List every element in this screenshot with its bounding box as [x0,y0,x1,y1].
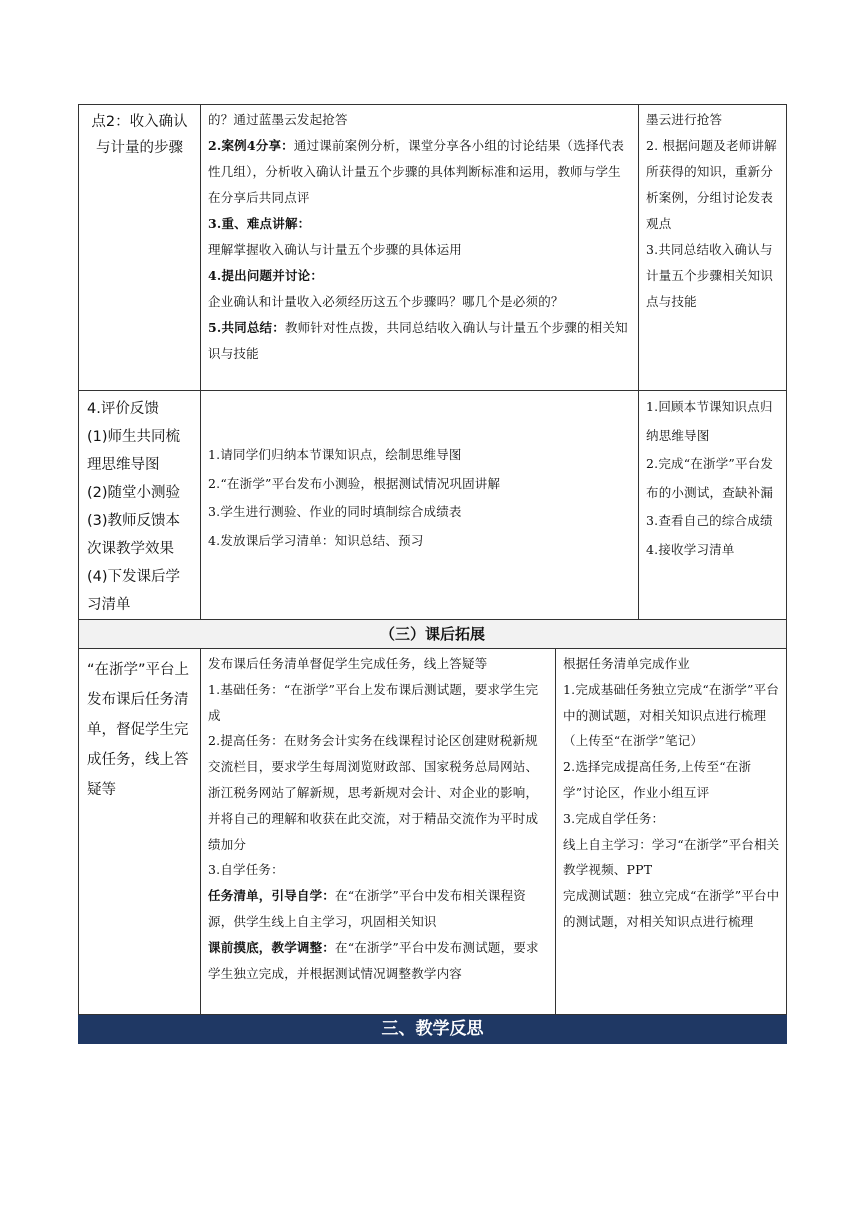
label-line: (1)师生共同梳理思维导图 [87,429,181,473]
reflection-header-row [79,1015,787,1044]
label-line: (2)随堂小测验 [87,485,181,501]
teacher-activity-cell [201,105,639,391]
student-line: 3.完成自学任务： [563,810,665,826]
activity-line: 5.共同总结：教师针对性点拨，共同总结收入确认与计量五个步骤的相关知识与技能 [208,320,628,361]
table-row-after-class [79,649,787,1015]
student-line: 2.完成“在浙学”平台发布的小测试，查缺补漏 [646,456,774,500]
label-line: (4)下发课后学习清单 [87,569,181,613]
student-line: 2.选择完成提高任务,上传至“在浙学”讨论区，作业小组互评 [563,759,752,800]
activity-line: 理解掌握收入确认与计量五个步骤的具体运用 [208,242,463,257]
activity-line: 的？通过蓝墨云发起抢答 [208,112,348,127]
activity-line: 企业确认和计量收入必须经历这五个步骤吗？哪几个是必须的？ [208,294,564,309]
student-line: 线上自主学习：学习“在浙学”平台相关教学视频、PPT [563,836,780,878]
activity-line: 3.自学任务： [208,862,284,878]
row-label-evaluation [79,391,201,620]
section-header-row [79,620,787,649]
student-line: 2. 根据问题及老师讲解所获得的知识，重新分析案例，分组讨论发表观点 [646,138,777,231]
activity-line: 2.提高任务：在财务会计实务在线课程讨论区创建财税新规交流栏目，要求学生每周浏览财政部、国家税务总局网站、浙江税务网站了解新规，思考新规对会计、对企业的影响，并将自己的理解和收获在此交流，对于精品交流作为平时成绩加分 [208,733,539,852]
teacher-activity-cell [201,391,639,620]
activity-line: 1.请同学们归纳本节课知识点，绘制思维导图 [208,447,462,462]
label-line: (3)教师反馈本次课教学效果 [87,513,181,557]
student-line: 1.完成基础任务独立完成“在浙学”平台中的测试题，对相关知识点进行梳理（上传至“在浙学”笔记） [563,681,780,749]
row-label-after-class: “在浙学”平台上发布课后任务清单，督促学生完成任务，线上答疑等 [79,649,201,1015]
student-line: 完成测试题：独立完成“在浙学”平台中的测试题，对相关知识点进行梳理 [563,888,780,929]
student-activity-cell [556,649,787,1015]
student-line: 根据任务清单完成作业 [563,656,691,671]
label-line: 4.评价反馈 [87,401,159,417]
student-line: 4.接收学习清单 [646,541,735,557]
activity-line: 课前摸底，教学调整：在“在浙学”平台中发布测试题，要求学生独立完成，并根据测试情况调整教学内容 [208,939,539,981]
table-row-income-steps [79,105,787,391]
section-title-reflection: 三、教学反思 [79,1015,787,1044]
activity-line: 2.“在浙学”平台发布小测验，根据测试情况巩固讲解 [208,475,501,491]
student-line: 墨云进行抢答 [646,112,723,127]
activity-line: 4.提出问题并讨论： [208,268,324,283]
activity-line: 3.重、难点讲解： [208,216,311,231]
student-line: 3.共同总结收入确认与计量五个步骤相关知识点与技能 [646,242,774,309]
student-line: 3.查看自己的综合成绩 [646,513,773,528]
student-activity-cell [639,391,787,620]
row-label-income-steps: 点2：收入确认与计量的步骤 [79,105,201,391]
activity-line: 3.学生进行测验、作业的同时填制综合成绩表 [208,504,462,519]
activity-line: 任务清单，引导自学：在“在浙学”平台中发布相关课程资源，供学生线上自主学习，巩固相关知识 [208,888,526,929]
table-row-evaluation [79,391,787,620]
teacher-activity-cell [201,649,556,1015]
lesson-plan-table [78,104,787,1044]
section-title-after-class: （三）课后拓展 [79,620,787,649]
activity-line: 发布课后任务清单督促学生完成任务，线上答疑等 [208,656,488,671]
student-line: 1.回顾本节课知识点归纳思维导图 [646,399,773,443]
activity-line: 2.案例4分享：通过课前案例分析，课堂分享各小组的讨论结果（选择代表性几组），分析收入确认计量五个步骤的具体判断标准和运用，教师与学生在分享后共同点评 [208,138,625,205]
student-activity-cell [639,105,787,391]
activity-line: 1.基础任务：“在浙学”平台上发布课后测试题，要求学生完成 [208,681,539,723]
activity-line: 4.发放课后学习清单：知识总结、预习 [208,532,424,548]
lesson-plan-page [78,104,786,1044]
